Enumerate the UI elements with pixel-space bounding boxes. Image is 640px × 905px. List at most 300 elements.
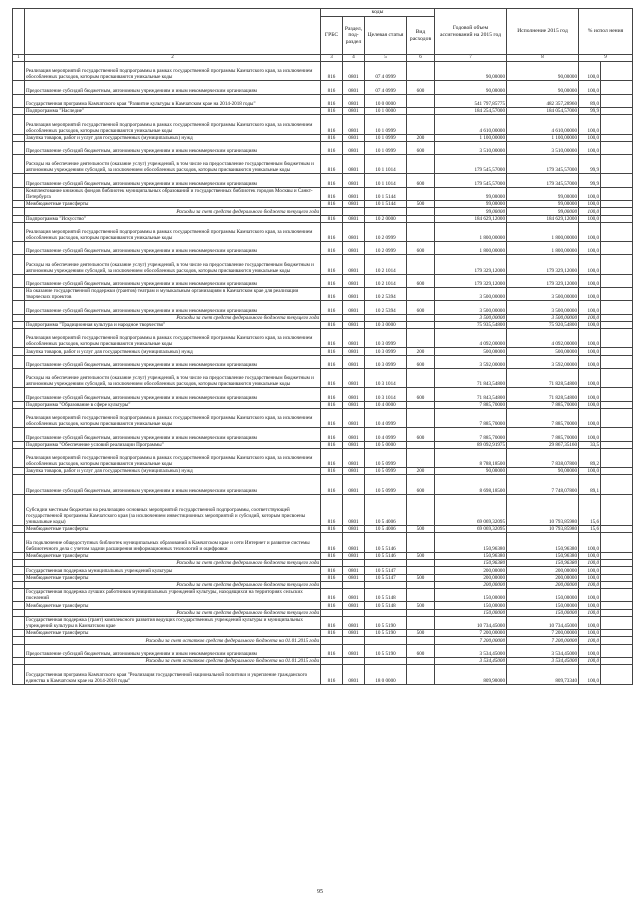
column-number: 7 <box>435 55 507 62</box>
grbs-cell <box>321 581 343 588</box>
target-article-cell: 10 1 1014 <box>365 174 407 187</box>
execution-cell: 809,73340 <box>507 665 579 684</box>
percent-cell: 100,0 <box>579 369 601 388</box>
expense-type-cell <box>407 208 435 215</box>
table-row <box>13 321 633 328</box>
execution-cell: 7 838,07800 <box>507 448 579 467</box>
execution-cell: 29 867,35160 <box>507 441 579 448</box>
row-index-cell <box>13 369 25 388</box>
table-row <box>13 630 633 637</box>
execution-cell: 3 500,00000 <box>507 314 579 321</box>
execution-cell: 1 800,00000 <box>507 242 579 255</box>
percent-cell: 100,0 <box>579 428 601 441</box>
percent-cell: 100,0 <box>579 355 601 368</box>
percent-cell: 99,9 <box>579 107 601 114</box>
percent-cell: 100,0 <box>579 115 601 134</box>
annual-allocation-cell: 184 629,12000 <box>435 215 507 222</box>
extra-cell <box>601 468 633 475</box>
razdel-cell: 0801 <box>343 630 365 637</box>
percent-cell: 89,1 <box>579 475 601 494</box>
table-row <box>13 215 633 222</box>
table-row <box>13 288 633 301</box>
grbs-cell: 816 <box>321 174 343 187</box>
percent-cell: 100,0 <box>579 468 601 475</box>
row-index-cell <box>13 637 25 644</box>
grbs-cell: 816 <box>321 94 343 107</box>
annual-allocation-cell: 150,00000 <box>435 609 507 616</box>
execution-cell: 75 920,54800 <box>507 321 579 328</box>
expense-type-cell: 500 <box>407 630 435 637</box>
execution-cell: 71 828,54800 <box>507 388 579 401</box>
table-row <box>13 201 633 208</box>
table-row <box>13 62 633 81</box>
target-article-cell: 10 5 0999 <box>365 475 407 494</box>
annual-allocation-cell: 7 885,70000 <box>435 401 507 408</box>
annual-allocation-cell: 4 610,00000 <box>435 115 507 134</box>
grbs-cell: 816 <box>321 589 343 602</box>
table-row <box>13 581 633 588</box>
row-index-cell <box>13 552 25 559</box>
execution-cell: 184 054,57000 <box>507 107 579 114</box>
target-article-cell: 10 2 5394 <box>365 288 407 301</box>
razdel-cell: 0801 <box>343 494 365 525</box>
expense-type-cell: 600 <box>407 141 435 154</box>
description-cell: Подпрограмма "Искусство" <box>25 215 321 222</box>
extra-cell <box>601 274 633 287</box>
expense-type-cell: 500 <box>407 602 435 609</box>
target-article-cell: 10 5 5148 <box>365 589 407 602</box>
column-number: 8 <box>507 55 579 62</box>
row-index-cell <box>13 567 25 574</box>
description-cell: Расходы на обеспечение деятельности (оказание услуг) учреждений, в том числе на предоставление государственным бюджетным и автономным учреждениям субсидий, за исключением обособленных расходов, которым присваиваются уникальные коды <box>25 369 321 388</box>
description-cell: Предоставление субсидий бюджетным, автономным учреждениям и иным некоммерческим организациям <box>25 475 321 494</box>
page-number: 95 <box>317 889 323 895</box>
expense-type-cell: 600 <box>407 355 435 368</box>
percent-cell: 100,0 <box>579 644 601 657</box>
razdel-cell: 0801 <box>343 215 365 222</box>
description-cell: Предоставление субсидий бюджетным, автономным учреждениям и иным некоммерческим организациям <box>25 81 321 94</box>
razdel-cell: 0801 <box>343 468 365 475</box>
percent-cell: 100,0 <box>579 665 601 684</box>
grbs-cell: 816 <box>321 630 343 637</box>
row-index-cell <box>13 644 25 657</box>
extra-cell <box>601 609 633 616</box>
grbs-cell: 816 <box>321 665 343 684</box>
row-index-cell <box>13 388 25 401</box>
extra-cell <box>601 174 633 187</box>
annual-allocation-cell: 99,00000 <box>435 201 507 208</box>
annual-allocation-cell: 99,00000 <box>435 208 507 215</box>
expense-type-cell: 600 <box>407 242 435 255</box>
razdel-cell: 0801 <box>343 589 365 602</box>
razdel-cell: 0801 <box>343 107 365 114</box>
execution-cell: 7 200,00000 <box>507 630 579 637</box>
header-grbs: ГРБС <box>321 17 343 55</box>
annual-allocation-cell: 179 545,57000 <box>435 155 507 174</box>
table-row <box>13 552 633 559</box>
expense-type-cell <box>407 314 435 321</box>
annual-allocation-cell: 541 797,85775 <box>435 94 507 107</box>
row-index-cell <box>13 441 25 448</box>
percent-cell: 100,0 <box>579 616 601 629</box>
execution-cell: 71 828,54800 <box>507 369 579 388</box>
description-cell: Закупка товаров, работ и услуг для государственных (муниципальных) нужд <box>25 468 321 475</box>
grbs-cell: 816 <box>321 107 343 114</box>
row-index-cell <box>13 401 25 408</box>
expense-type-cell <box>407 369 435 388</box>
table-row <box>13 448 633 467</box>
execution-cell: 179 345,57000 <box>507 174 579 187</box>
annual-allocation-cell: 90,00000 <box>435 468 507 475</box>
percent-cell: 100,0 <box>579 321 601 328</box>
header-godovoy: Годовой объем ассигнований на 2015 год <box>435 9 507 55</box>
razdel-cell: 0801 <box>343 115 365 134</box>
row-index-cell <box>13 314 25 321</box>
grbs-cell: 816 <box>321 448 343 467</box>
description-cell: Предоставление субсидий бюджетным, автономным учреждениям и иным некоммерческим организациям <box>25 388 321 401</box>
execution-cell: 99,00000 <box>507 208 579 215</box>
percent-cell: 100,0 <box>579 408 601 427</box>
row-index-cell <box>13 329 25 348</box>
table-row <box>13 222 633 241</box>
expense-type-cell <box>407 288 435 301</box>
extra-cell <box>601 657 633 664</box>
target-article-cell: 10 4 0999 <box>365 408 407 427</box>
annual-allocation-cell: 200,00000 <box>435 581 507 588</box>
target-article-cell: 10 5 4006 <box>365 526 407 533</box>
execution-cell: 179 329,12000 <box>507 274 579 287</box>
percent-cell: 100,0 <box>579 208 601 215</box>
table-row <box>13 637 633 644</box>
target-article-cell: 10 2 0999 <box>365 242 407 255</box>
target-article-cell <box>365 609 407 616</box>
budget-table-sheet <box>12 8 632 685</box>
grbs-cell <box>321 657 343 664</box>
description-cell: Расходы на обеспечение деятельности (оказание услуг) учреждений, в том числе на предоставление государственным бюджетным и автономным учреждениям субсидий, за исключением обособленных расходов, которым присваиваются уникальные коды <box>25 155 321 174</box>
target-article-cell: 10 1 0999 <box>365 141 407 154</box>
razdel-cell: 0801 <box>343 388 365 401</box>
percent-cell: 100,0 <box>579 401 601 408</box>
target-article-cell: 10 2 5394 <box>365 301 407 314</box>
expense-type-cell <box>407 62 435 81</box>
annual-allocation-cell: 150,96380 <box>435 560 507 567</box>
table-row <box>13 174 633 187</box>
razdel-cell: 0801 <box>343 401 365 408</box>
table-row <box>13 408 633 427</box>
target-article-cell: 10 5 5190 <box>365 630 407 637</box>
table-row <box>13 428 633 441</box>
table-row <box>13 81 633 94</box>
row-index-cell <box>13 174 25 187</box>
execution-cell: 150,00000 <box>507 602 579 609</box>
execution-cell: 179 345,57000 <box>507 155 579 174</box>
extra-cell <box>601 552 633 559</box>
row-index-cell <box>13 355 25 368</box>
target-article-cell: 10 3 0999 <box>365 355 407 368</box>
table-row <box>13 494 633 525</box>
row-index-cell <box>13 602 25 609</box>
grbs-cell: 816 <box>321 215 343 222</box>
table-row <box>13 94 633 107</box>
annual-allocation-cell: 150,96380 <box>435 552 507 559</box>
expense-type-cell: 200 <box>407 134 435 141</box>
annual-allocation-cell: 179 545,57000 <box>435 174 507 187</box>
annual-allocation-cell: 3 500,00000 <box>435 301 507 314</box>
row-index-cell <box>13 134 25 141</box>
extra-cell <box>601 388 633 401</box>
execution-cell: 150,00000 <box>507 589 579 602</box>
annual-allocation-cell: 500,00000 <box>435 348 507 355</box>
row-index-cell <box>13 301 25 314</box>
header-blank <box>13 9 25 55</box>
target-article-cell: 10 1 0999 <box>365 115 407 134</box>
row-index-cell <box>13 107 25 114</box>
annual-allocation-cell: 1 800,00000 <box>435 242 507 255</box>
razdel-cell: 0801 <box>343 301 365 314</box>
razdel-cell <box>343 637 365 644</box>
expense-type-cell <box>407 215 435 222</box>
execution-cell: 90,00000 <box>507 468 579 475</box>
expense-type-cell <box>407 448 435 467</box>
execution-cell: 179 329,12000 <box>507 255 579 274</box>
table-row <box>13 134 633 141</box>
expense-type-cell <box>407 94 435 107</box>
extra-cell <box>601 94 633 107</box>
annual-allocation-cell: 3 500,00000 <box>435 314 507 321</box>
column-number: 5 <box>365 55 407 62</box>
row-index-cell <box>13 560 25 567</box>
table-row <box>13 401 633 408</box>
razdel-cell: 0801 <box>343 602 365 609</box>
description-cell: Подпрограмма "Традиционная культура и народное творчество" <box>25 321 321 328</box>
target-article-cell <box>365 208 407 215</box>
header-razdel: Раздел, под-раздел <box>343 17 365 55</box>
grbs-cell: 816 <box>321 348 343 355</box>
razdel-cell: 0801 <box>343 288 365 301</box>
target-article-cell: 10 5 5148 <box>365 602 407 609</box>
annual-allocation-cell: 71 843,54800 <box>435 388 507 401</box>
target-article-cell: 10 2 1014 <box>365 255 407 274</box>
column-number: 2 <box>25 55 321 62</box>
grbs-cell: 816 <box>321 552 343 559</box>
grbs-cell: 816 <box>321 115 343 134</box>
description-cell: Закупка товаров, работ и услуг для государственных (муниципальных) нужд <box>25 348 321 355</box>
expense-type-cell: 500 <box>407 552 435 559</box>
expense-type-cell <box>407 637 435 644</box>
target-article-cell: 10 5 4006 <box>365 494 407 525</box>
description-cell: Расходы за счет средств федерального бюджета текущего года <box>25 581 321 588</box>
execution-cell: 3 510,00000 <box>507 141 579 154</box>
percent-cell: 100,0 <box>579 329 601 348</box>
expense-type-cell: 600 <box>407 644 435 657</box>
expense-type-cell: 500 <box>407 574 435 581</box>
extra-cell <box>601 355 633 368</box>
description-cell: Реализация мероприятий государственной подпрограммы в рамках государственной программы Камчатского края, за исключением обособленных расходов, которым присваиваются уникальные коды <box>25 329 321 348</box>
annual-allocation-cell: 7 885,70000 <box>435 408 507 427</box>
expense-type-cell <box>407 187 435 200</box>
expense-type-cell: 500 <box>407 526 435 533</box>
expense-type-cell: 200 <box>407 468 435 475</box>
row-index-cell <box>13 274 25 287</box>
execution-cell: 200,00000 <box>507 574 579 581</box>
table-body <box>13 62 633 685</box>
annual-allocation-cell: 69 069,32095 <box>435 494 507 525</box>
expense-type-cell <box>407 408 435 427</box>
description-cell: Государственная поддержка (грант) комплексного развития ведущих государственных учреждений культуры и муниципальных учреждений культуры в Камчатском крае <box>25 616 321 629</box>
row-index-cell <box>13 94 25 107</box>
execution-cell: 99,00000 <box>507 201 579 208</box>
row-index-cell <box>13 494 25 525</box>
execution-cell: 150,00000 <box>507 609 579 616</box>
table-row <box>13 526 633 533</box>
percent-cell: 100,0 <box>579 560 601 567</box>
extra-cell <box>601 81 633 94</box>
razdel-cell: 0801 <box>343 369 365 388</box>
percent-cell: 100,0 <box>579 242 601 255</box>
column-number: 6 <box>407 55 435 62</box>
table-row <box>13 560 633 567</box>
description-cell: Закупка товаров, работ и услуг для государственных (муниципальных) нужд <box>25 134 321 141</box>
expense-type-cell: 600 <box>407 81 435 94</box>
extra-cell <box>601 581 633 588</box>
extra-cell <box>601 448 633 467</box>
budget-execution-table <box>12 8 633 685</box>
annual-allocation-cell: 99,00000 <box>435 187 507 200</box>
percent-cell: 100,0 <box>579 552 601 559</box>
description-cell: Расходы за счет средств федерального бюджета текущего года <box>25 609 321 616</box>
expense-type-cell <box>407 560 435 567</box>
target-article-cell: 10 2 0000 <box>365 215 407 222</box>
target-article-cell <box>365 637 407 644</box>
target-article-cell: 10 0 0000 <box>365 94 407 107</box>
description-cell: Государственная программа Камчатского края "Реализация государственной национальной политики и укрепление гражданского единства в Камчатском крае на 2014-2018 годы" <box>25 665 321 684</box>
description-cell: Реализация мероприятий государственной подпрограммы в рамках государственной программы Камчатского края, за исключением обособленных расходов, которым присваиваются уникальные коды <box>25 448 321 467</box>
expense-type-cell: 600 <box>407 475 435 494</box>
extra-cell <box>601 222 633 241</box>
target-article-cell: 07 4 0999 <box>365 81 407 94</box>
extra-cell <box>601 215 633 222</box>
extra-cell <box>601 665 633 684</box>
grbs-cell: 816 <box>321 602 343 609</box>
percent-cell: 100,0 <box>579 288 601 301</box>
description-cell: Подпрограмма "Обеспечение условий реализации Программы" <box>25 441 321 448</box>
column-number: 3 <box>321 55 343 62</box>
extra-cell <box>601 616 633 629</box>
table-row <box>13 115 633 134</box>
grbs-cell: 816 <box>321 329 343 348</box>
execution-cell: 150,96380 <box>507 560 579 567</box>
description-cell: Комплектование книжных фондов библиотек муниципальных образований и государственных библиотек городов Москвы и Санкт-Петербурга <box>25 187 321 200</box>
percent-cell: 99,9 <box>579 155 601 174</box>
header-pct: % испол нения <box>579 9 633 55</box>
description-cell: Предоставление субсидий бюджетным, автономным учреждениям и иным некоммерческим организациям <box>25 274 321 287</box>
grbs-cell <box>321 208 343 215</box>
grbs-cell: 816 <box>321 408 343 427</box>
expense-type-cell <box>407 255 435 274</box>
razdel-cell <box>343 581 365 588</box>
target-article-cell: 10 1 0999 <box>365 134 407 141</box>
execution-cell: 99,00000 <box>507 187 579 200</box>
execution-cell: 150,96380 <box>507 533 579 552</box>
execution-cell: 7 885,70000 <box>507 401 579 408</box>
grbs-cell <box>321 637 343 644</box>
razdel-cell: 0801 <box>343 441 365 448</box>
grbs-cell: 816 <box>321 567 343 574</box>
annual-allocation-cell: 3 500,00000 <box>435 288 507 301</box>
percent-cell: 100,0 <box>579 222 601 241</box>
row-index-cell <box>13 141 25 154</box>
table-row <box>13 475 633 494</box>
description-cell: Предоставление субсидий бюджетным, автономным учреждениям и иным некоммерческим организациям <box>25 301 321 314</box>
grbs-cell: 816 <box>321 574 343 581</box>
percent-cell: 100,0 <box>579 602 601 609</box>
razdel-cell: 0801 <box>343 329 365 348</box>
percent-cell: 100,0 <box>579 187 601 200</box>
extra-cell <box>601 329 633 348</box>
table-row <box>13 657 633 664</box>
razdel-cell: 0801 <box>343 475 365 494</box>
table-row <box>13 616 633 629</box>
execution-cell: 90,00000 <box>507 81 579 94</box>
annual-allocation-cell: 184 254,57000 <box>435 107 507 114</box>
extra-cell <box>601 560 633 567</box>
description-cell: Расходы за счет остатков средств федерального бюджета на 01.01.2015 года <box>25 637 321 644</box>
description-cell: Расходы на обеспечение деятельности (оказание услуг) учреждений, в том числе на предоставление государственным бюджетным и автономным учреждениям субсидий, за исключением обособленных расходов, которым присваиваются уникальные коды <box>25 255 321 274</box>
extra-cell <box>601 288 633 301</box>
row-index-cell <box>13 321 25 328</box>
execution-cell: 3 500,00000 <box>507 288 579 301</box>
target-article-cell: 10 5 0999 <box>365 468 407 475</box>
table-row <box>13 314 633 321</box>
execution-cell: 1 100,00000 <box>507 134 579 141</box>
row-index-cell <box>13 657 25 664</box>
razdel-cell: 0801 <box>343 644 365 657</box>
execution-cell: 7 885,70000 <box>507 428 579 441</box>
annual-allocation-cell: 71 843,54800 <box>435 369 507 388</box>
annual-allocation-cell: 200,00000 <box>435 574 507 581</box>
percent-cell: 100,0 <box>579 637 601 644</box>
percent-cell: 100,0 <box>579 255 601 274</box>
annual-allocation-cell: 7 200,00000 <box>435 637 507 644</box>
extra-cell <box>601 644 633 657</box>
grbs-cell: 816 <box>321 201 343 208</box>
row-index-cell <box>13 348 25 355</box>
description-cell: Межбюджетные трансферты <box>25 630 321 637</box>
annual-allocation-cell: 809,90000 <box>435 665 507 684</box>
target-article-cell: 10 1 5144 <box>365 201 407 208</box>
target-article-cell: 10 2 1014 <box>365 274 407 287</box>
target-article-cell: 10 1 0000 <box>365 107 407 114</box>
expense-type-cell <box>407 533 435 552</box>
annual-allocation-cell: 3 592,00000 <box>435 355 507 368</box>
table-row <box>13 574 633 581</box>
description-cell: Расходы за счет средств федерального бюджета текущего года <box>25 560 321 567</box>
grbs-cell: 816 <box>321 533 343 552</box>
annual-allocation-cell: 8 788,18500 <box>435 448 507 467</box>
razdel-cell: 0801 <box>343 533 365 552</box>
target-article-cell: 10 5 5146 <box>365 533 407 552</box>
percent-cell: 100,0 <box>579 567 601 574</box>
row-index-cell <box>13 187 25 200</box>
row-index-cell <box>13 215 25 222</box>
percent-cell: 89,2 <box>579 448 601 467</box>
extra-cell <box>601 115 633 134</box>
header-tselevaya: Целевая статья <box>365 17 407 55</box>
execution-cell: 10 793,85980 <box>507 494 579 525</box>
extra-cell <box>601 574 633 581</box>
percent-cell: 100,0 <box>579 348 601 355</box>
column-number: 4 <box>343 55 365 62</box>
